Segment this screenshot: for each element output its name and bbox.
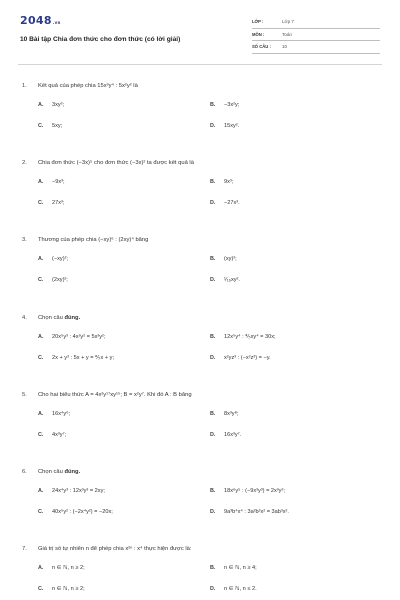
option-letter: C. [38, 586, 44, 593]
meta-value-grade: Lớp 7 [282, 19, 294, 25]
answer-option[interactable] [210, 409, 382, 419]
answer-options [22, 486, 382, 517]
question-stem [22, 389, 382, 401]
question-number: 4. [22, 314, 27, 321]
option-text: −3x²y; [224, 102, 240, 108]
option-letter: A. [38, 410, 44, 417]
meta-label-subject: MÔN : [252, 31, 265, 37]
question-block [22, 157, 382, 234]
option-letter: A. [38, 333, 44, 340]
question-stem [22, 466, 382, 478]
answer-option[interactable] [38, 332, 210, 342]
option-text: (2xy)²; [52, 277, 68, 284]
option-letter: A. [38, 256, 44, 263]
option-letter: D. [210, 354, 216, 361]
option-text: 18x⁶y⁵ : (−9x³y³) = 2x³y²; [224, 487, 285, 494]
option-text: 12x⁵y⁴ : ⅖xy⁴ = 30x; [224, 333, 276, 340]
meta-label-grade: LỚP : [252, 19, 264, 25]
question-text-main: Chọn câu [38, 468, 65, 475]
option-letter: B. [210, 102, 216, 108]
option-text: 15xy². [224, 123, 240, 129]
option-letter: B. [210, 256, 216, 263]
answer-option[interactable] [38, 409, 210, 419]
question-block [22, 312, 382, 389]
answer-option[interactable] [210, 507, 382, 517]
meta-value-count: 10 [282, 44, 288, 50]
option-letter: D. [210, 508, 216, 515]
option-letter: C. [38, 200, 44, 207]
option-text: n ∈ ℕ, n ≤ 2. [224, 586, 257, 593]
option-letter: B. [210, 487, 216, 494]
question-text-main: Chia đơn thức (−3x)⁵ cho đơn thức (−3x)² ta được kết quả là [38, 160, 194, 167]
option-letter: C. [38, 354, 44, 361]
answer-option[interactable] [210, 100, 382, 110]
question-stem [22, 543, 382, 555]
option-letter: D. [210, 586, 216, 593]
option-text: 40x⁵y² : (−2x⁴y²) = −20x; [52, 508, 113, 515]
meta-row-grade [252, 16, 380, 29]
question-number: 3. [22, 237, 27, 244]
option-text: 9x³; [224, 179, 234, 186]
question-stem [22, 234, 382, 246]
meta-label-count: SỐ CÂU : [252, 44, 271, 50]
option-text: 27x³; [52, 200, 65, 207]
question-text [38, 83, 382, 89]
header-divider [18, 64, 382, 65]
question-block [22, 543, 382, 600]
option-text: 24x⁴y³ : 12x³y³ = 2xy; [52, 487, 105, 494]
meta-value-subject: Toán [282, 31, 292, 37]
option-text: n ∈ ℕ, n ≥ 2; [52, 565, 85, 572]
question-block [22, 389, 382, 466]
answer-options [22, 254, 382, 285]
question-number: 6. [22, 468, 27, 475]
option-letter: D. [210, 431, 216, 438]
question-text [38, 469, 382, 475]
option-text: −9x³; [52, 179, 65, 186]
question-text-main: Giá trị số tự nhiên n để phép chia x²ⁿ : x⁴ thực hiện được là: [38, 546, 192, 553]
question-number: 2. [22, 160, 27, 167]
answer-option[interactable] [38, 584, 210, 594]
option-letter: A. [38, 179, 44, 186]
option-letter: D. [210, 200, 216, 207]
option-text: 20x⁵y³ : 4x²y² = 5x³y²; [52, 333, 106, 340]
answer-options [22, 332, 382, 363]
answer-option[interactable] [38, 177, 210, 187]
option-text: 16x³y⁷. [224, 431, 242, 438]
question-block [22, 234, 382, 311]
option-letter: A. [38, 102, 44, 108]
answer-option[interactable] [210, 275, 382, 285]
question-number: 5. [22, 391, 27, 398]
option-letter: B. [210, 565, 216, 572]
answer-option[interactable] [210, 563, 382, 573]
option-text: n ∈ ℕ, n ≥ 4; [224, 565, 257, 572]
option-text: 4x³y⁷; [52, 431, 67, 438]
meta-row-subject [252, 29, 380, 42]
question-number: 7. [22, 546, 27, 553]
answer-option[interactable] [210, 353, 382, 363]
option-letter: B. [210, 179, 216, 186]
option-letter: B. [210, 410, 216, 417]
site-logo[interactable] [20, 14, 61, 27]
option-text: 16x⁴y⁶; [52, 410, 71, 417]
option-text: (−xy)²; [52, 256, 69, 263]
option-letter: C. [38, 277, 44, 284]
answer-option[interactable] [38, 275, 210, 285]
option-text: (xy)²; [224, 256, 237, 263]
document-title: 10 Bài tập Chia đơn thức cho đơn thức (có lời giải) [20, 36, 181, 43]
answer-option[interactable] [38, 254, 210, 264]
option-letter: D. [210, 277, 216, 284]
answer-options [22, 409, 382, 440]
option-text: 5xy; [52, 123, 63, 129]
option-letter: A. [38, 565, 44, 572]
answer-option[interactable] [210, 430, 382, 440]
answer-option[interactable] [210, 198, 382, 208]
option-text: n ∈ ℕ, n ≥ 2; [52, 586, 85, 593]
answer-option[interactable] [210, 254, 382, 264]
option-letter: C. [38, 508, 44, 515]
question-text [38, 315, 382, 321]
logo-text: 2048 [20, 14, 52, 27]
question-text [38, 237, 382, 243]
option-letter: A. [38, 487, 44, 494]
option-text: x²yz³ : (−x²z³) = −y. [224, 354, 271, 361]
option-letter: C. [38, 431, 44, 438]
answer-option[interactable] [38, 430, 210, 440]
answer-option[interactable] [210, 177, 382, 187]
option-text: 3xy²; [52, 102, 65, 108]
question-text-emphasis: đúng. [64, 314, 81, 321]
option-letter: D. [210, 123, 216, 129]
answer-option[interactable] [38, 100, 210, 110]
option-letter: C. [38, 123, 44, 129]
question-text-main: Kết quả của phép chia 15x³y⁴ : 5x²y² là [38, 83, 138, 89]
question-number: 1. [22, 83, 27, 89]
meta-table [252, 16, 380, 54]
option-text: 8x³y⁸; [224, 410, 239, 417]
answer-options [22, 100, 382, 131]
answer-option[interactable] [38, 353, 210, 363]
question-stem [22, 312, 382, 324]
logo-suffix: .vn [52, 20, 61, 25]
question-text-main: Chọn câu [38, 314, 65, 321]
answer-options [22, 177, 382, 208]
question-text-emphasis: đúng. [64, 468, 81, 475]
question-text-main: Thương của phép chia (−xy)⁶ : (2xy)⁴ bằng [38, 237, 149, 244]
answer-option[interactable] [38, 198, 210, 208]
answer-option[interactable] [38, 563, 210, 573]
option-text: 9a³b⁴x⁴ : 3a²b²x² = 3ab³x². [224, 508, 289, 515]
answer-options [22, 563, 382, 594]
question-block [22, 466, 382, 543]
answer-option[interactable] [38, 121, 210, 131]
question-text-main: Cho hai biểu thức A = 4x²y¹⁷xy¹⁵; B = x²y⁷. Khi đó A : B bằng [38, 391, 192, 398]
option-letter: B. [210, 333, 216, 340]
option-text: −27x³. [224, 200, 240, 207]
meta-row-count [252, 41, 380, 54]
option-text: ¹⁄₁₆xy². [224, 277, 240, 284]
answer-option[interactable] [38, 486, 210, 496]
answer-option[interactable] [210, 486, 382, 496]
question-stem [22, 80, 382, 92]
question-block [22, 80, 382, 157]
answer-option[interactable] [210, 121, 382, 131]
question-text [38, 160, 382, 166]
option-text: 2x + y³ : 5x + y = ⅖x + y; [52, 354, 115, 361]
answer-option[interactable] [210, 584, 382, 594]
question-text [38, 392, 382, 398]
question-stem [22, 157, 382, 169]
question-list [22, 80, 382, 600]
answer-option[interactable] [38, 507, 210, 517]
answer-option[interactable] [210, 332, 382, 342]
worksheet-header [20, 14, 382, 62]
question-text [38, 546, 382, 552]
